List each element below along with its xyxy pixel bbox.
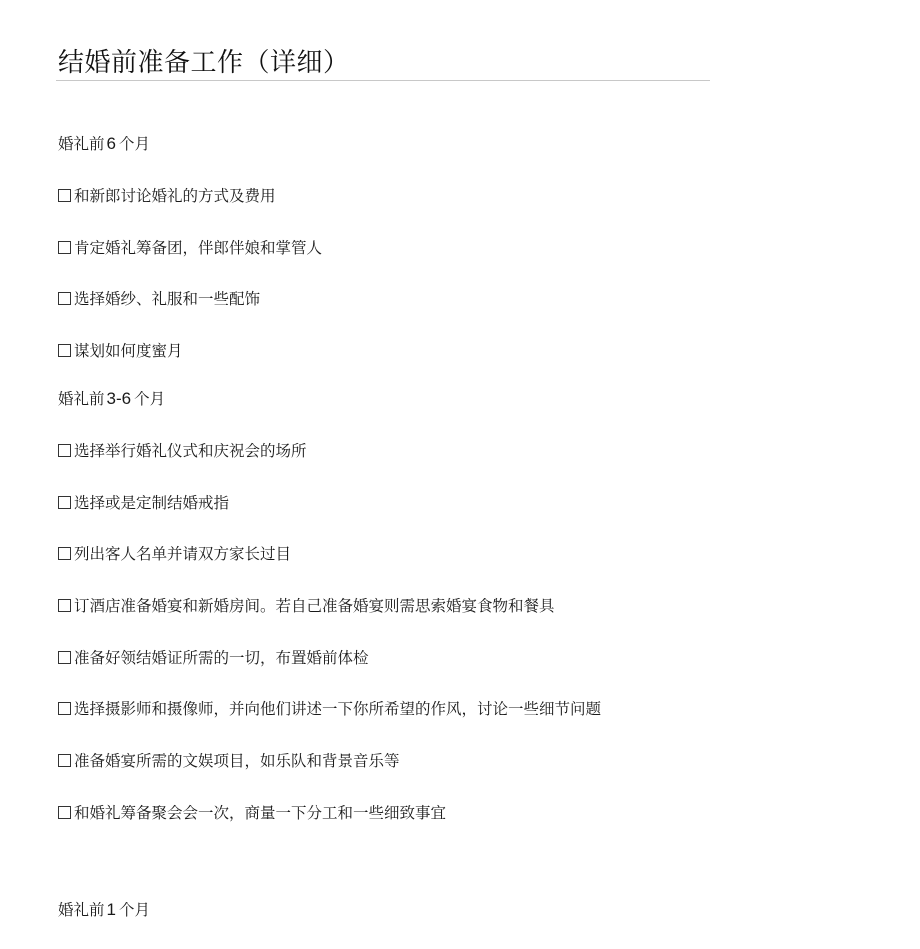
section-prefix: 婚礼前 <box>58 135 105 153</box>
title-underline <box>56 80 710 81</box>
document-title: 结婚前准备工作（详细） <box>58 48 350 78</box>
checkbox-icon <box>58 344 71 357</box>
checklist-item-text: 列出客人名单并请双方家长过目 <box>74 545 292 563</box>
checkbox-icon <box>58 444 71 457</box>
section-heading-6-months <box>58 134 150 154</box>
checklist-item-text: 选择摄影师和摄像师，并向他们讲述一下你所希望的作风，讨论一些细节问题 <box>74 700 602 718</box>
checklist-item <box>58 493 229 513</box>
section-number: 1 <box>106 900 116 919</box>
checklist-item-text: 谋划如何度蜜月 <box>74 342 183 360</box>
checkbox-icon <box>58 189 71 202</box>
checklist-item-text: 和新郎讨论婚礼的方式及费用 <box>74 187 276 205</box>
checkbox-icon <box>58 241 71 254</box>
section-suffix: 个月 <box>118 901 150 919</box>
checkbox-icon <box>58 651 71 664</box>
checklist-item <box>58 238 322 258</box>
checklist-item <box>58 289 260 309</box>
section-heading-1-month <box>58 900 150 920</box>
checklist-item-text: 和婚礼筹备聚会会一次，商量一下分工和一些细致事宜 <box>74 804 447 822</box>
checklist-item <box>58 544 291 564</box>
checklist-item <box>58 648 369 668</box>
checklist-item <box>58 699 601 719</box>
checklist-item-text: 肯定婚礼筹备团，伴郎伴娘和掌管人 <box>74 239 323 257</box>
checkbox-icon <box>58 599 71 612</box>
checklist-item-text: 选择或是定制结婚戒指 <box>74 494 230 512</box>
section-heading-3-6-months <box>58 389 165 409</box>
checklist-item <box>58 751 400 771</box>
checkbox-icon <box>58 754 71 767</box>
checkbox-icon <box>58 292 71 305</box>
section-prefix: 婚礼前 <box>58 390 105 408</box>
checklist-item-text: 准备好领结婚证所需的一切，布置婚前体检 <box>74 649 369 667</box>
checkbox-icon <box>58 702 71 715</box>
section-number: 6 <box>106 134 116 153</box>
checklist-item <box>58 441 307 461</box>
checklist-item <box>58 186 276 206</box>
checkbox-icon <box>58 806 71 819</box>
checklist-item <box>58 596 555 616</box>
checklist-item-text: 订酒店准备婚宴和新婚房间。若自己准备婚宴则需思索婚宴食物和餐具 <box>74 597 555 615</box>
section-prefix: 婚礼前 <box>58 901 105 919</box>
checklist-item-text: 准备婚宴所需的文娱项目，如乐队和背景音乐等 <box>74 752 400 770</box>
checkbox-icon <box>58 547 71 560</box>
section-suffix: 个月 <box>118 135 150 153</box>
checklist-item <box>58 341 183 361</box>
checklist-item <box>58 803 446 823</box>
checkbox-icon <box>58 496 71 509</box>
checklist-item-text: 选择婚纱、礼服和一些配饰 <box>74 290 261 308</box>
section-number: 3-6 <box>106 389 132 408</box>
checklist-item-text: 选择举行婚礼仪式和庆祝会的场所 <box>74 442 307 460</box>
section-suffix: 个月 <box>134 390 166 408</box>
